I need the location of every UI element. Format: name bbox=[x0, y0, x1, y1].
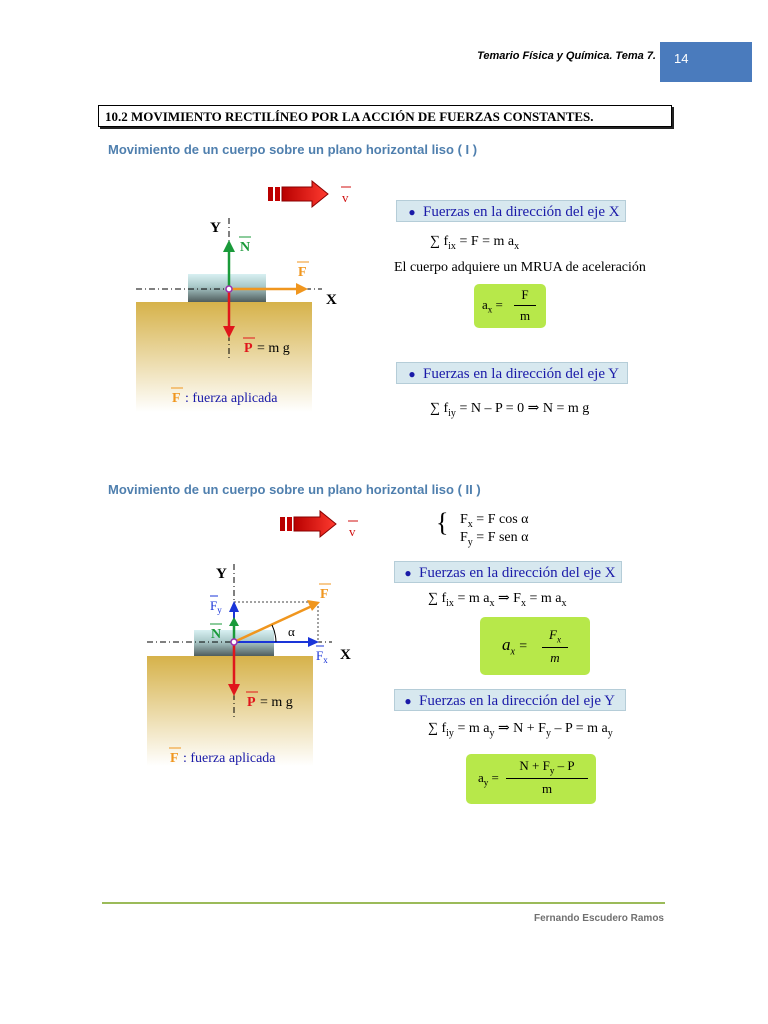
acceleration-x-box: $a_x$ = $F_x$ m bbox=[480, 617, 590, 675]
x-direction-label: Fuerzas en la dirección del eje X bbox=[423, 204, 620, 220]
weight-equation: = m g bbox=[260, 695, 293, 710]
legend-force-symbol: F bbox=[172, 391, 181, 406]
normal-force-label: N bbox=[240, 240, 251, 255]
slide-horizontal-plane-1 bbox=[100, 140, 650, 430]
weight-label: P bbox=[247, 695, 256, 710]
equation-sum-fx: ∑ $f_{ix} = F = m$ $a_x$ bbox=[430, 234, 520, 252]
fraction-fx-over-m: $F_x$ m bbox=[542, 627, 568, 666]
equation-sum-fy: ∑ $f_{iy} = m$ $a_y$ ⇒ $N + F_y - P = m$ $a_y$ bbox=[428, 721, 613, 739]
force-diagram-2 bbox=[100, 510, 400, 810]
equation-sum-fy: ∑ $f_{iy} = N - P = 0$ ⇒ N = m g bbox=[430, 401, 590, 419]
velocity-label: v bbox=[349, 524, 356, 539]
fx-definition: $F_x = F$ cos α bbox=[460, 512, 529, 530]
velocity-label: v bbox=[342, 190, 349, 205]
section-title: 10.2 MOVIMIENTO RECTILÍNEO POR LA ACCIÓN DE FUERZAS CONSTANTES. bbox=[98, 105, 672, 127]
fraction-ay: $N + F_y - P$ m bbox=[506, 758, 588, 797]
fy-definition: $F_y = F$ sen α bbox=[460, 530, 529, 548]
slide-title: Movimiento de un cuerpo sobre un plano horizontal liso ( I ) bbox=[108, 142, 478, 157]
y-direction-heading bbox=[394, 689, 626, 711]
bullet-icon: ● bbox=[404, 566, 412, 580]
ground bbox=[147, 656, 313, 766]
x-direction-heading bbox=[396, 200, 626, 222]
y-direction-label: Fuerzas en la dirección del eje Y bbox=[419, 693, 616, 709]
applied-force-label: F bbox=[298, 265, 307, 280]
document-header: Temario Física y Química. Tema 7. bbox=[477, 50, 656, 62]
applied-force-label: F bbox=[320, 587, 329, 602]
equation-sum-fx: ∑ $f_{ix} = m$ $a_x$ ⇒ $F_x = m$ $a_x$ bbox=[428, 591, 567, 609]
alpha-label: α bbox=[288, 624, 295, 639]
y-axis-label: Y bbox=[210, 220, 221, 236]
velocity-arrow bbox=[268, 181, 328, 207]
page-number-box bbox=[660, 42, 752, 82]
x-axis-label: X bbox=[340, 647, 351, 663]
x-direction-label: Fuerzas en la dirección del eje X bbox=[419, 565, 616, 581]
legend-force-symbol: F bbox=[170, 751, 179, 766]
weight-label: P bbox=[244, 341, 253, 356]
fy-label: $F_y$ bbox=[210, 598, 222, 615]
x-direction-heading bbox=[394, 561, 622, 583]
legend-force-text: : fuerza aplicada bbox=[183, 751, 276, 766]
page-number: 14 bbox=[674, 51, 689, 66]
y-direction-label: Fuerzas en la dirección del eje Y bbox=[423, 366, 620, 382]
x-axis-label: X bbox=[326, 292, 337, 308]
normal-force-label: N bbox=[211, 627, 222, 642]
bullet-icon: ● bbox=[408, 367, 416, 381]
y-axis-label: Y bbox=[216, 566, 227, 582]
force-diagram-1 bbox=[100, 140, 390, 430]
brace-icon: { bbox=[436, 508, 449, 537]
bullet-icon: ● bbox=[404, 694, 412, 708]
slide-horizontal-plane-2 bbox=[100, 480, 650, 810]
footer-author: Fernando Escudero Ramos bbox=[533, 913, 664, 924]
y-direction-heading bbox=[396, 362, 628, 384]
fx-label: $F_x$ bbox=[316, 648, 328, 665]
weight-equation: = m g bbox=[257, 341, 290, 356]
slide-title: Movimiento de un cuerpo sobre un plano horizontal liso ( II ) bbox=[108, 482, 481, 497]
fraction-f-over-m: F m bbox=[514, 287, 536, 324]
mrua-text: El cuerpo adquiere un MRUA de aceleración bbox=[394, 260, 646, 275]
legend-force-text: : fuerza aplicada bbox=[185, 391, 278, 406]
velocity-arrow bbox=[280, 511, 336, 537]
acceleration-y-box: $a_y$ = $N + F_y - P$ m bbox=[466, 754, 596, 804]
acceleration-x-box: $a_x$ = F m bbox=[474, 284, 546, 328]
bullet-icon: ● bbox=[408, 205, 416, 219]
footer-divider bbox=[102, 902, 665, 904]
